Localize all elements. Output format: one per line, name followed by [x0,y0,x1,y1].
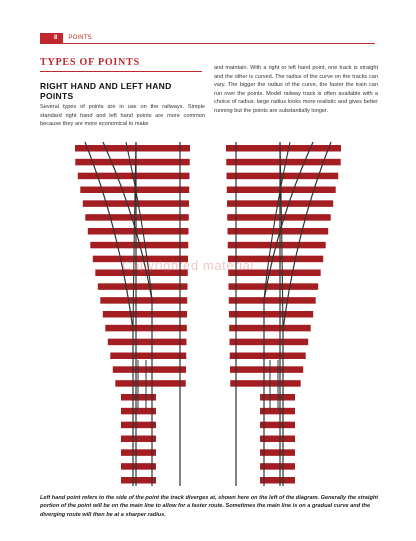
watermark: Copyrighted material [122,258,254,273]
page-number: 8 [40,33,63,43]
sleeper [115,380,185,387]
sleeper [229,325,310,332]
sleeper [230,380,300,387]
sleeper [93,256,188,263]
sleeper [121,449,156,456]
figure-caption: Left hand point refers to the side of the point the track diverges at, shown here on the left of the diagram. Generally the straight portion of the point will be on the main line to allow for a faster route. Sometimes the main line is on a gradual curve and the diverging route will then be at a sharper radius. [40,495,379,518]
sleeper [108,339,187,346]
sleeper [229,311,313,318]
subsection-title: RIGHT HAND AND LEFT HAND POINTS [40,81,172,101]
body-text-left-column: Several types of points are in use on the railways. Simple standard right hand and left hand points are more common because they are more economical to make [40,104,205,128]
sleeper [230,353,306,360]
section-title: TYPES OF POINTS [40,57,140,68]
running-header-label: POINTS [68,35,92,41]
sleeper [228,270,320,277]
sleeper [98,283,188,290]
sleeper [228,228,329,235]
sleeper [260,422,295,429]
sleeper [121,436,156,443]
sleeper [260,463,295,470]
sleeper [260,449,295,456]
sleeper [121,422,156,429]
left-hand-point-diagram [75,142,190,486]
sleeper [121,477,156,484]
switch-blade-right [264,142,290,300]
diverging-rail-inner [103,142,152,300]
sleeper [226,145,341,152]
sleeper [95,270,187,277]
right-hand-point-diagram [226,142,341,486]
sleeper [75,145,190,152]
sleeper [260,477,295,484]
sleeper [85,214,188,221]
sleeper [110,353,186,360]
body-text-right-column: and maintain. With a right or left hand point, one track is straight and the other is curved. The radius of the curve on the tracks can vary. The bigger the radius of the curve, the faster the train can run over the points. Model railway track is often available with a choice of radius: large radius looks more realistic and gives better running but the points are substantially longer. [214,65,378,114]
sleeper [227,214,330,221]
sleeper [121,463,156,470]
sleeper [100,297,187,304]
sleeper [103,311,187,318]
sleeper [228,256,323,263]
diverging-rail-inner [264,142,313,300]
sleeper [229,283,319,290]
switch-blade-right [126,142,152,300]
sleeper [105,325,186,332]
sleeper [230,366,303,373]
sleeper [230,339,309,346]
sleeper [260,436,295,443]
sleeper [88,228,189,235]
sleeper [113,366,186,373]
sleeper [229,297,316,304]
